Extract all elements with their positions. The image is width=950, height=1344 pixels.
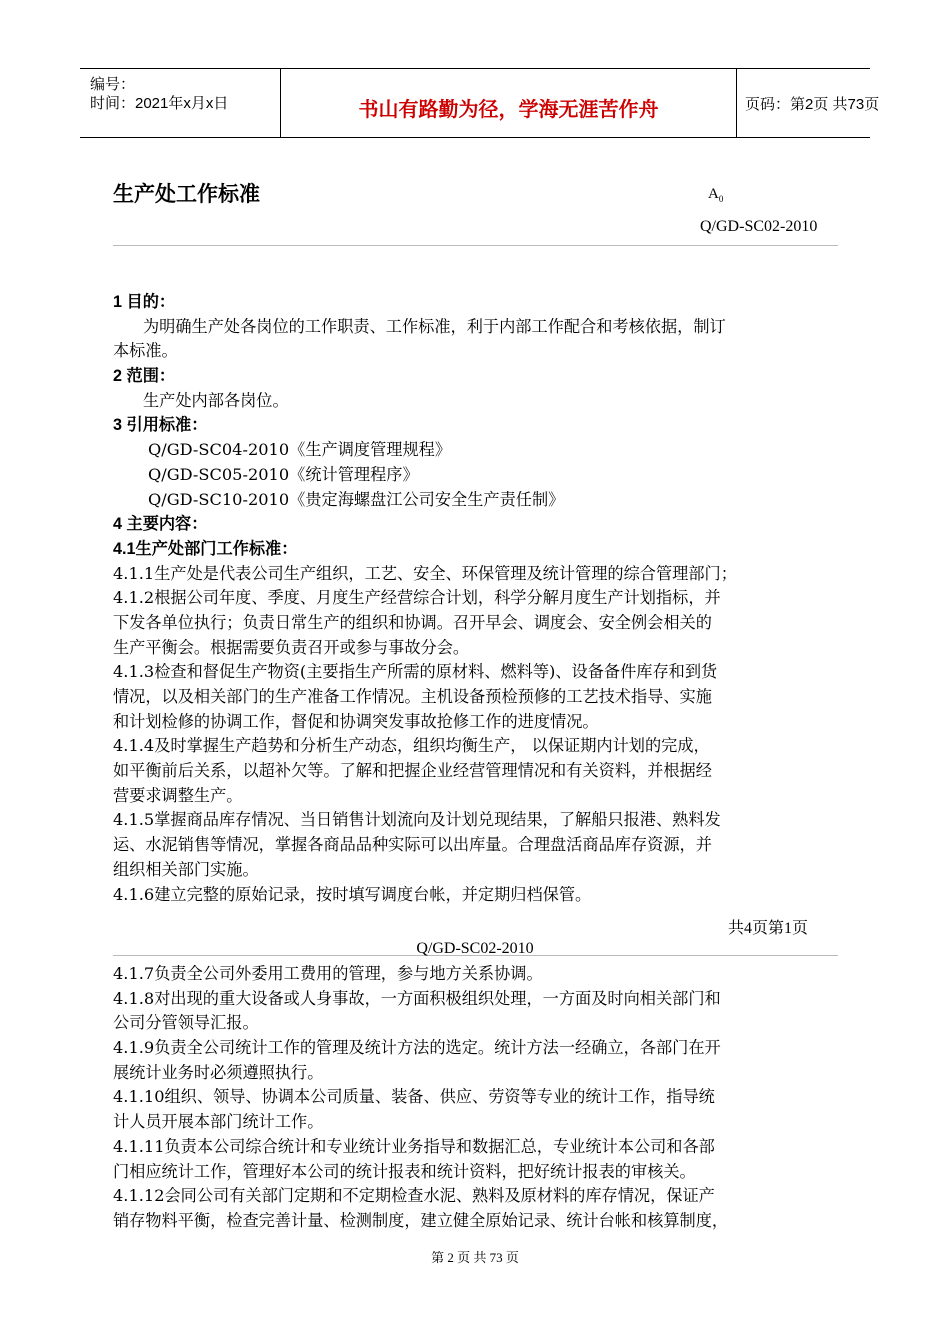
version-mark	[708, 186, 723, 204]
paragraph-line: 情况，以及相关部门的生产准备工作情况。主机设备预检预修的工艺技术指导、实施	[113, 687, 712, 706]
paragraph-line: 4.1.3检查和督促生产物资(主要指生产所需的原材料、燃料等)、设备备件库存和到货	[113, 662, 718, 682]
section-heading: 1 目的：	[113, 293, 176, 311]
paragraph-line: 4.1.2根据公司年度、季度、月度生产经营综合计划，科学分解月度生产计划指标，并	[113, 588, 721, 608]
paragraph-line: 生产处内部各岗位。	[143, 390, 289, 410]
page-footer: 第 2 页 共 73 页	[431, 1250, 519, 1265]
header-middle-cell	[280, 69, 737, 137]
paragraph-line: 4.1.9负责全公司统计工作的管理及统计方法的选定。统计方法一经确立，各部门在开	[113, 1038, 721, 1058]
paragraph-line: 如平衡前后关系，以超补欠等。了解和把握企业经营管理情况和有关资料，并根据经	[113, 761, 712, 781]
version-sub: 0	[718, 194, 724, 204]
paragraph-line: 运、水泥销售等情况，掌握各商品品种实际可以出库量。合理盘活商品库存资源，并	[113, 835, 712, 855]
paragraph-line: 4.1.11负责本公司综合统计和专业统计业务指导和数据汇总，专业统计本公司和各部	[113, 1136, 715, 1156]
paragraph-line: 4.1.8对出现的重大设备或人身事故，一方面积极组织处理，一方面及时向相关部门和	[113, 988, 721, 1008]
paragraph-line: 展统计业务时必须遵照执行。	[113, 1062, 324, 1082]
divider	[113, 245, 838, 246]
paragraph-line: 组织相关部门实施。	[113, 859, 259, 879]
paragraph-line: 本标准。	[113, 341, 178, 361]
slogan: 书山有路勤为径，学海无涯苦作舟	[358, 99, 659, 121]
paragraph-line: 为明确生产处各岗位的工作职责、工作标准，利于内部工作配合和考核依据，制订	[143, 316, 726, 336]
number-label: 编号：	[90, 76, 136, 93]
section-heading: 3 引用标准：	[113, 416, 208, 435]
paragraph-line: 4.1.7负责全公司外委用工费用的管理，参与地方关系协调。	[113, 964, 543, 983]
document-code: Q/GD-SC02-2010	[700, 218, 818, 235]
header-right-cell	[735, 69, 880, 137]
reference-item: Q/GD-SC05-2010《统计管理程序》	[148, 464, 419, 484]
paragraph-line: 公司分管领导汇报。	[113, 1013, 259, 1033]
paragraph-line: 4.1.5掌握商品库存情况、当日销售计划流向及计划兑现结果，了解船只报港、熟料发	[113, 810, 721, 830]
paragraph-line: 营要求调整生产。	[113, 785, 243, 805]
document-code-repeat: Q/GD-SC02-2010	[416, 940, 534, 957]
paragraph-line: 下发各单位执行；负责日常生产的组织和协调。召开早会、调度会、安全例会相关的	[113, 612, 712, 632]
paragraph-line: 销存物料平衡，检查完善计量、检测制度，建立健全原始记录、统计台帐和核算制度，	[113, 1210, 729, 1230]
paragraph-line: 4.1.1生产处是代表公司生产组织，工艺、安全、环保管理及统计管理的综合管理部门；	[113, 563, 737, 583]
document-body-continued	[113, 962, 843, 1234]
paragraph-line: 4.1.6建立完整的原始记录，按时填写调度台帐，并定期归档保管。	[113, 884, 592, 904]
section-heading: 4 主要内容：	[113, 515, 208, 534]
document-body	[113, 290, 843, 907]
page-code: 页码：第2页 共73页	[745, 96, 880, 113]
paragraph-line: 生产平衡会。根据需要负责召开或参与事故分会。	[113, 637, 470, 657]
page-header	[80, 68, 880, 138]
reference-item: Q/GD-SC10-2010《贵定海螺盘江公司安全生产责任制》	[148, 489, 565, 509]
document-title: 生产处工作标准	[113, 183, 260, 206]
paragraph-line: 计人员开展本部门统计工作。	[113, 1112, 324, 1132]
section-heading: 2 范围：	[113, 367, 176, 386]
paragraph-line: 门相应统计工作，管理好本公司的统计报表和统计资料，把好统计报表的审核关。	[113, 1161, 696, 1181]
reference-item: Q/GD-SC04-2010《生产调度管理规程》	[148, 440, 452, 460]
inner-page-number: 共4页第1页	[728, 920, 809, 937]
subsection-heading: 4.1生产处部门工作标准：	[113, 539, 298, 558]
paragraph-line: 和计划检修的协调工作，督促和协调突发事故抢修工作的进度情况。	[113, 711, 599, 731]
header-left-cell	[80, 69, 280, 137]
paragraph-line: 4.1.10组织、领导、协调本公司质量、装备、供应、劳资等专业的统计工作，指导统	[113, 1087, 715, 1107]
time-label: 时间：2021年x月x日	[90, 95, 229, 112]
version-main: A	[708, 186, 719, 202]
paragraph-line: 4.1.4及时掌握生产趋势和分析生产动态，组织均衡生产， 以保证期内计划的完成，	[113, 736, 710, 756]
paragraph-line: 4.1.12会同公司有关部门定期和不定期检查水泥、熟料及原材料的库存情况，保证产	[113, 1186, 715, 1206]
